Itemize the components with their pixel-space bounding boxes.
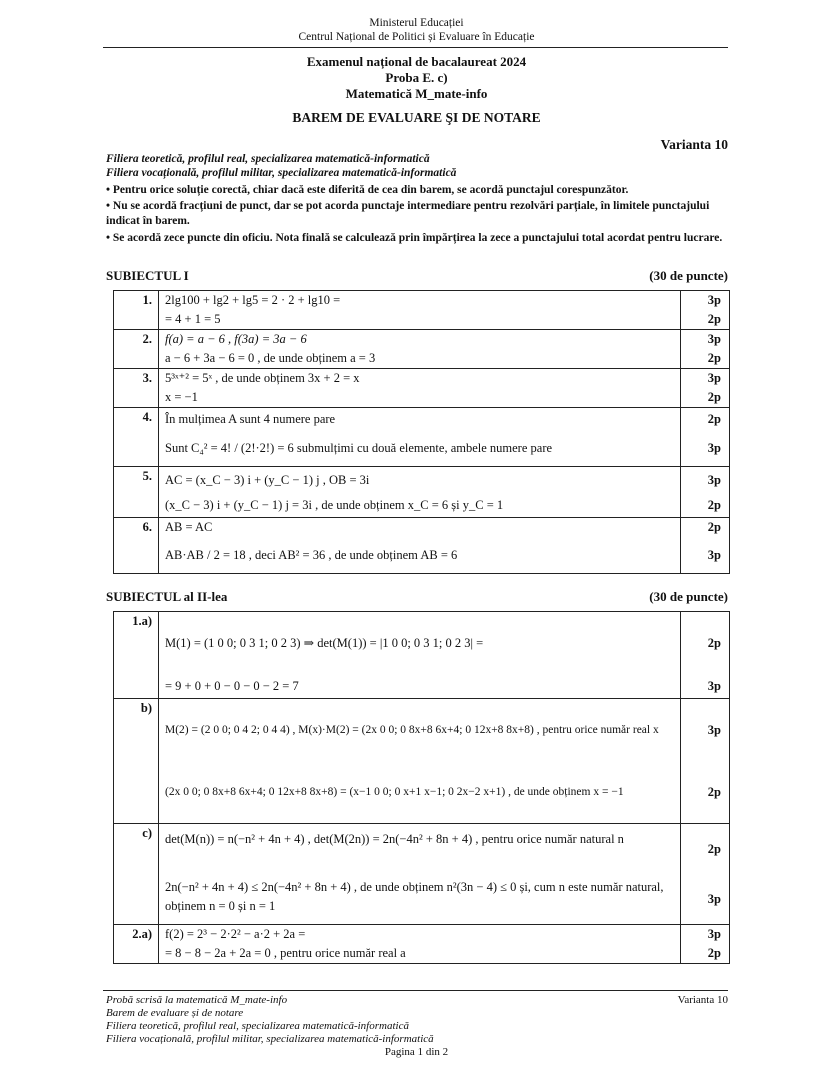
solution-line: = 4 + 1 = 5 xyxy=(165,312,221,326)
footer-line-1 xyxy=(106,994,728,1007)
points: 2p xyxy=(707,498,721,512)
subiect2-table xyxy=(113,611,730,964)
footer-divider xyxy=(103,990,728,991)
table-row xyxy=(114,408,730,467)
item-number: 6. xyxy=(114,518,159,574)
table-row xyxy=(114,291,730,330)
footer-exam: Probă scrisă la matematică M_mate-info xyxy=(106,994,288,1006)
table-row xyxy=(114,612,730,699)
table-row xyxy=(114,699,730,824)
solution-line: = 9 + 0 + 0 − 0 − 0 − 2 = 7 xyxy=(165,679,299,693)
item-number: 5. xyxy=(114,467,159,518)
solution-line: M(1) = (1 0 0; 0 3 1; 0 2 3) ⇒ det(M(1)) = |1 0 0; 0 3 1; 0 2 3| = xyxy=(165,636,484,650)
subiect1-title: SUBIECTUL I xyxy=(106,268,189,283)
points: 2p xyxy=(707,636,721,650)
exam-title: Examenul național de bacalaureat 2024 xyxy=(306,54,527,69)
points: 3p xyxy=(707,473,721,487)
header-divider xyxy=(103,47,728,48)
item-number: 1.a) xyxy=(114,612,159,699)
footer-line-4: Filiera vocațională, profilul militar, specializarea matematică-informatică xyxy=(106,1033,434,1045)
table-row xyxy=(114,518,730,574)
points: 2p xyxy=(707,412,721,426)
solution-line: În mulțimea A sunt 4 numere pare xyxy=(165,412,336,426)
filiera-2: Filiera vocațională, profilul militar, specializarea matematică-informatică xyxy=(106,167,457,179)
item-number: b) xyxy=(114,699,159,824)
solution-line: det(M(n)) = n(−n² + 4n + 4) , det(M(2n)) = 2n(−4n² + 8n + 4) , pentru orice număr natural n xyxy=(165,832,624,846)
ministry: Ministerul Educației xyxy=(369,17,464,29)
rule-1: • Pentru orice soluție corectă, chiar dacă este diferită de cea din barem, se acordă punctajul corespunzător. xyxy=(106,184,629,196)
solution-line: 2n(−n² + 4n + 4) ≤ 2n(−4n² + 8n + 4) , de unde obținem n²(3n − 4) ≤ 0 și, cum n este număr natural, obținem n = 0 și n = 1 xyxy=(165,880,664,913)
page-number: Pagina 1 din 2 xyxy=(384,1046,449,1058)
footer-line-2: Barem de evaluare și de notare xyxy=(106,1007,244,1019)
solution-line: f(a) = a − 6 , f(3a) = 3a − 6 xyxy=(165,332,307,346)
subiect2-title: SUBIECTUL al II-lea xyxy=(106,589,228,604)
solution-line: AB·AB / 2 = 18 , deci AB² = 36 , de unde obținem AB = 6 xyxy=(165,548,458,562)
points: 2p xyxy=(707,520,721,534)
points: 2p xyxy=(707,351,721,365)
item-number: 2.a) xyxy=(114,925,159,964)
footer-variant: Varianta 10 xyxy=(677,994,728,1006)
solution-line: 2lg100 + lg2 + lg5 = 2 · 2 + lg10 = xyxy=(165,293,341,307)
points: 3p xyxy=(707,293,721,307)
table-row xyxy=(114,369,730,408)
item-number: 4. xyxy=(114,408,159,467)
rule-3: • Se acordă zece puncte din oficiu. Nota finală se calculează prin împărțirea la zece a punctajului total acordat pentru lucrare. xyxy=(106,232,723,244)
subiect2-points: (30 de puncte) xyxy=(649,589,728,604)
subiect1-table xyxy=(113,290,730,574)
solution-line: f(2) = 2³ − 2·2² − a·2 + 2a = xyxy=(165,927,306,941)
table-row xyxy=(114,330,730,369)
points: 3p xyxy=(707,927,721,941)
points: 3p xyxy=(707,679,721,693)
table-row xyxy=(114,824,730,925)
points: 2p xyxy=(707,312,721,326)
points: 3p xyxy=(707,723,721,737)
solution-line: (x_C − 3) i + (y_C − 1) j = 3i , de unde obținem x_C = 6 și y_C = 1 xyxy=(165,498,504,512)
table-row xyxy=(114,925,730,964)
subiect1-points: (30 de puncte) xyxy=(649,268,728,283)
points: 3p xyxy=(707,548,721,562)
footer-line-3: Filiera teoretică, profilul real, specializarea matematică-informatică xyxy=(106,1020,409,1032)
solution-line: 5³ˣ⁺² = 5ˣ , de unde obținem 3x + 2 = x xyxy=(165,371,360,385)
item-number: c) xyxy=(114,824,159,925)
solution-line: (2x 0 0; 0 8x+8 6x+4; 0 12x+8 8x+8) = (x−1 0 0; 0 x+1 x−1; 0 2x−2 x+1) , de unde obținem x = −1 xyxy=(165,786,624,798)
solution-line: M(2) = (2 0 0; 0 4 2; 0 4 4) , M(x)·M(2) = (2x 0 0; 0 8x+8 6x+4; 0 12x+8 8x+8) , pentru orice număr real x xyxy=(165,724,659,736)
points: 2p xyxy=(707,946,721,960)
item-number: 3. xyxy=(114,369,159,408)
table-row xyxy=(114,467,730,518)
solution-line: AB = AC xyxy=(165,520,213,534)
points: 3p xyxy=(707,332,721,346)
filiera-1: Filiera teoretică, profilul real, specializarea matematică-informatică xyxy=(106,153,430,165)
points: 2p xyxy=(707,842,721,856)
center-name: Centrul Național de Politici și Evaluare în Educație xyxy=(298,31,535,43)
subject-name: Matematică M_mate-info xyxy=(345,86,488,101)
proba: Proba E. c) xyxy=(385,70,448,85)
points: 2p xyxy=(707,785,721,799)
solution-line: Sunt C₄² = 4! / (2!·2!) = 6 submulțimi cu două elemente, ambele numere pare xyxy=(165,441,553,455)
rule-2: • Nu se acordă fracțiuni de punct, dar se pot acorda punctaje intermediare pentru rezolvări parțiale, în limitele punctajului indicat în barem. xyxy=(106,200,710,227)
item-number: 2. xyxy=(114,330,159,369)
points: 3p xyxy=(707,441,721,455)
points: 3p xyxy=(707,892,721,906)
points: 2p xyxy=(707,390,721,404)
page-title: BAREM DE EVALUARE ŞI DE NOTARE xyxy=(292,110,541,125)
solution-line: x = −1 xyxy=(165,390,198,404)
solution-line: = 8 − 8 − 2a + 2a = 0 , pentru orice număr real a xyxy=(165,946,406,960)
item-number: 1. xyxy=(114,291,159,330)
points: 3p xyxy=(707,371,721,385)
variant-label: Varianta 10 xyxy=(660,137,728,152)
solution-line: AC = (x_C − 3) i + (y_C − 1) j , OB = 3i xyxy=(165,473,370,487)
solution-line: a − 6 + 3a − 6 = 0 , de unde obținem a = 3 xyxy=(165,351,376,365)
